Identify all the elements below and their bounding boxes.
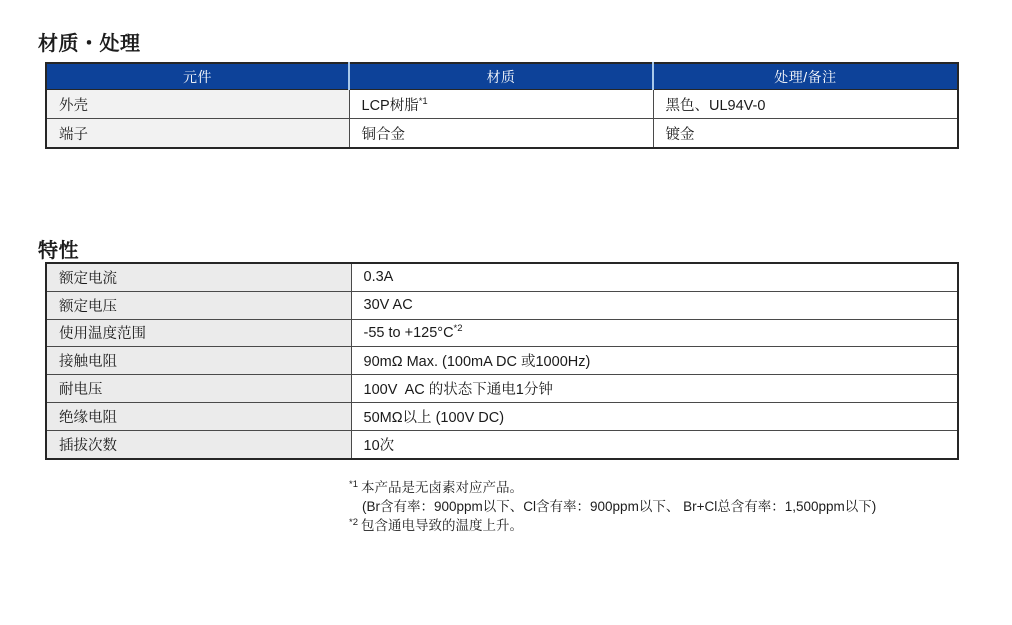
spec-value-cell bbox=[351, 375, 958, 403]
material-table-header-row bbox=[46, 63, 958, 90]
component-label: 外壳 bbox=[59, 97, 88, 114]
component-cell bbox=[46, 90, 349, 119]
spec-label-cell bbox=[46, 430, 351, 458]
footnotes-block bbox=[349, 478, 876, 535]
footnote-ref: *2 bbox=[453, 323, 463, 335]
spec-label-cell bbox=[46, 347, 351, 375]
component-label: 端子 bbox=[59, 126, 88, 143]
spec-label-cell bbox=[46, 319, 351, 347]
header-cell-note bbox=[653, 63, 958, 90]
footnote-1-text: 本产品是无卤素对应产品。 bbox=[360, 480, 523, 495]
component-cell bbox=[46, 119, 349, 149]
note-value: 黑色、UL94V-0 bbox=[665, 97, 766, 114]
spec-label: 额定电压 bbox=[59, 298, 117, 315]
spec-value: -55 to +125°C bbox=[363, 324, 454, 341]
spec-label-cell bbox=[46, 291, 351, 319]
spec-value-cell bbox=[351, 347, 958, 375]
spec-label: 插拔次数 bbox=[59, 437, 117, 454]
material-value: LCP树脂 bbox=[361, 97, 419, 114]
footnote-2 bbox=[349, 516, 876, 535]
table-row bbox=[46, 430, 958, 458]
table-row bbox=[46, 291, 958, 319]
material-cell bbox=[349, 90, 653, 119]
spec-label: 绝缘电阻 bbox=[59, 409, 117, 426]
table-row bbox=[46, 90, 958, 119]
header-label: 元件 bbox=[183, 68, 212, 85]
footnote-2-marker: *2 bbox=[349, 516, 358, 528]
spec-label: 额定电流 bbox=[59, 270, 117, 287]
footnote-1-marker: *1 bbox=[349, 478, 358, 490]
spec-section-title: 特性 bbox=[38, 240, 79, 262]
spec-value-cell bbox=[351, 291, 958, 319]
table-row bbox=[46, 119, 958, 149]
spec-value: 90mΩ Max. (100mA DC 或1000Hz) bbox=[363, 354, 591, 371]
material-value: 铜合金 bbox=[361, 126, 405, 143]
header-label: 材质 bbox=[486, 68, 516, 85]
material-section-title: 材质・处理 bbox=[38, 33, 141, 55]
spec-label-cell bbox=[46, 375, 351, 403]
spec-label-cell bbox=[46, 263, 351, 291]
spec-value: 30V AC bbox=[363, 297, 413, 314]
spec-value-cell bbox=[351, 402, 958, 430]
note-cell bbox=[653, 90, 958, 119]
spec-label: 使用温度范围 bbox=[59, 326, 146, 343]
table-row bbox=[46, 263, 958, 291]
spec-value: 100V AC 的状态下通电1分钟 bbox=[363, 382, 553, 399]
header-cell-material bbox=[349, 63, 653, 90]
table-row bbox=[46, 402, 958, 430]
material-cell bbox=[349, 119, 653, 149]
spec-table bbox=[45, 262, 959, 460]
footnote-ref: *1 bbox=[418, 95, 428, 107]
spec-label-cell bbox=[46, 402, 351, 430]
spec-value: 10次 bbox=[363, 437, 395, 454]
spec-value-cell bbox=[351, 319, 958, 347]
spec-label: 耐电压 bbox=[59, 382, 103, 399]
header-cell-component bbox=[46, 63, 349, 90]
spec-value-cell bbox=[351, 430, 958, 458]
note-cell bbox=[653, 119, 958, 149]
spec-label: 接触电阻 bbox=[59, 354, 117, 371]
table-row bbox=[46, 319, 958, 347]
spec-value: 0.3A bbox=[363, 269, 394, 286]
footnote-1 bbox=[349, 478, 876, 497]
footnote-2-text: 包含通电导致的温度上升。 bbox=[360, 518, 523, 533]
spec-value: 50MΩ以上 (100V DC) bbox=[363, 409, 505, 426]
table-row bbox=[46, 347, 958, 375]
note-value: 镀金 bbox=[665, 126, 695, 143]
footnote-1-detail bbox=[349, 497, 876, 516]
footnote-1-detail-text: (Br含有率：900ppm以下、Cl含有率：900ppm以下、 Br+Cl总含有率：1,500ppm以下) bbox=[362, 499, 877, 514]
header-label: 处理/备注 bbox=[774, 68, 837, 85]
material-table bbox=[45, 62, 959, 149]
spec-value-cell bbox=[351, 263, 958, 291]
table-row bbox=[46, 375, 958, 403]
